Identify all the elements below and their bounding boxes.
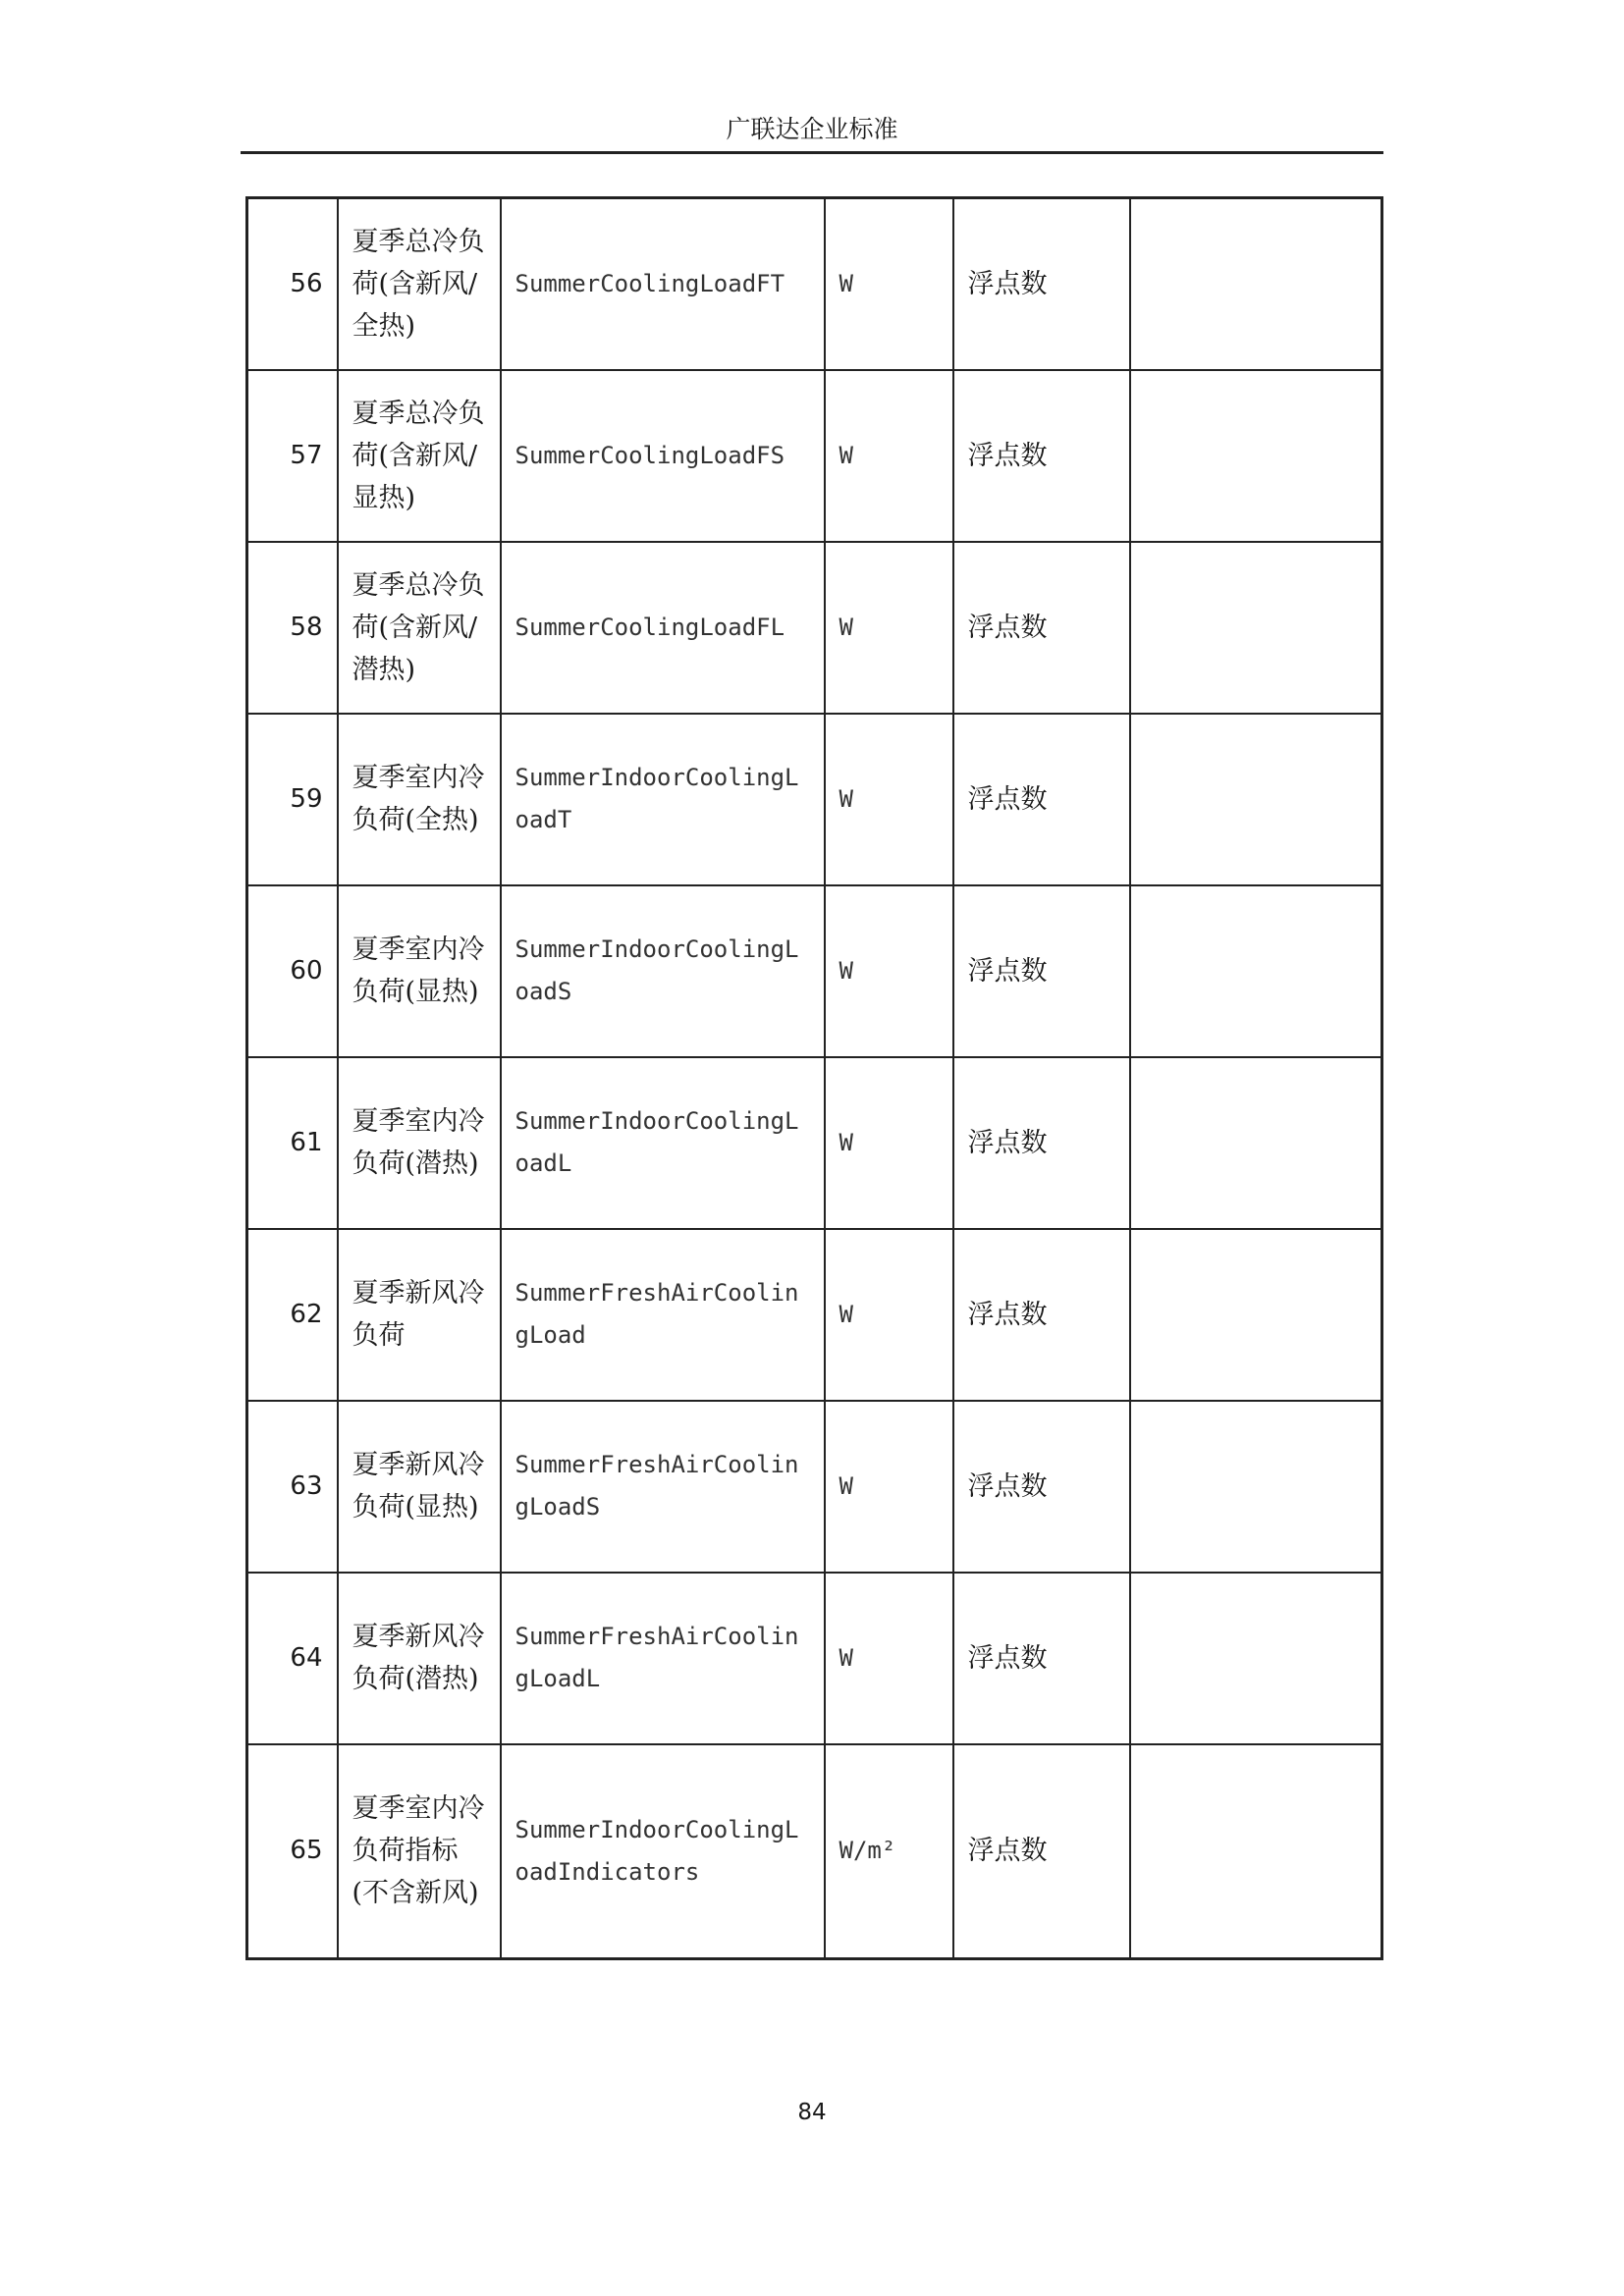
unit-cell: W [825, 1573, 953, 1744]
data-type-cell: 浮点数 [953, 1573, 1130, 1744]
parameter-name-cell: 夏季室内冷负荷指标(不含新风) [338, 1744, 501, 1959]
remark-cell [1130, 1057, 1382, 1229]
field-name-cell: SummerFreshAirCoolingLoadS [501, 1401, 825, 1573]
remark-cell [1130, 1573, 1382, 1744]
parameter-name-cell: 夏季室内冷负荷(潜热) [338, 1057, 501, 1229]
row-number-cell: 60 [247, 885, 338, 1057]
data-type-cell: 浮点数 [953, 370, 1130, 542]
field-name-cell: SummerCoolingLoadFT [501, 198, 825, 370]
data-type-cell: 浮点数 [953, 1229, 1130, 1401]
parameter-name-cell: 夏季总冷负荷(含新风/显热) [338, 370, 501, 542]
table-row [247, 1744, 1382, 1959]
unit-cell: W [825, 1229, 953, 1401]
row-number-cell: 59 [247, 714, 338, 885]
parameter-table [245, 196, 1383, 1960]
remark-cell [1130, 1744, 1382, 1959]
parameter-name-cell: 夏季室内冷负荷(全热) [338, 714, 501, 885]
data-type-cell: 浮点数 [953, 1401, 1130, 1573]
unit-cell: W [825, 370, 953, 542]
field-name-cell: SummerIndoorCoolingLoadL [501, 1057, 825, 1229]
unit-cell: W [825, 714, 953, 885]
table-row [247, 714, 1382, 885]
header-divider [241, 151, 1383, 154]
parameter-table-body [247, 198, 1382, 1959]
data-type-cell: 浮点数 [953, 885, 1130, 1057]
row-number-cell: 65 [247, 1744, 338, 1959]
table-row [247, 1573, 1382, 1744]
data-type-cell: 浮点数 [953, 1744, 1130, 1959]
unit-cell: W [825, 542, 953, 714]
field-name-cell: SummerIndoorCoolingLoadT [501, 714, 825, 885]
unit-cell: W/m² [825, 1744, 953, 1959]
remark-cell [1130, 714, 1382, 885]
field-name-cell: SummerCoolingLoadFS [501, 370, 825, 542]
remark-cell [1130, 198, 1382, 370]
parameter-name-cell: 夏季总冷负荷(含新风/潜热) [338, 542, 501, 714]
data-type-cell: 浮点数 [953, 542, 1130, 714]
table-row [247, 885, 1382, 1057]
parameter-name-cell: 夏季总冷负荷(含新风/全热) [338, 198, 501, 370]
unit-cell: W [825, 885, 953, 1057]
row-number-cell: 64 [247, 1573, 338, 1744]
field-name-cell: SummerCoolingLoadFL [501, 542, 825, 714]
table-row [247, 198, 1382, 370]
row-number-cell: 63 [247, 1401, 338, 1573]
table-row [247, 1057, 1382, 1229]
remark-cell [1130, 885, 1382, 1057]
parameter-name-cell: 夏季新风冷负荷(显热) [338, 1401, 501, 1573]
unit-cell: W [825, 1057, 953, 1229]
table-row [247, 1229, 1382, 1401]
unit-cell: W [825, 198, 953, 370]
field-name-cell: SummerFreshAirCoolingLoad [501, 1229, 825, 1401]
table-row [247, 370, 1382, 542]
parameter-name-cell: 夏季新风冷负荷(潜热) [338, 1573, 501, 1744]
row-number-cell: 58 [247, 542, 338, 714]
page-number: 84 [797, 2100, 827, 2125]
parameter-name-cell: 夏季室内冷负荷(显热) [338, 885, 501, 1057]
data-type-cell: 浮点数 [953, 1057, 1130, 1229]
remark-cell [1130, 542, 1382, 714]
table-row [247, 1401, 1382, 1573]
field-name-cell: SummerIndoorCoolingLoadIndicators [501, 1744, 825, 1959]
remark-cell [1130, 370, 1382, 542]
data-type-cell: 浮点数 [953, 198, 1130, 370]
data-type-cell: 浮点数 [953, 714, 1130, 885]
field-name-cell: SummerFreshAirCoolingLoadL [501, 1573, 825, 1744]
row-number-cell: 61 [247, 1057, 338, 1229]
remark-cell [1130, 1229, 1382, 1401]
row-number-cell: 56 [247, 198, 338, 370]
unit-cell: W [825, 1401, 953, 1573]
row-number-cell: 62 [247, 1229, 338, 1401]
table-row [247, 542, 1382, 714]
parameter-table-container [245, 196, 1380, 1960]
page-header-title: 广联达企业标准 [726, 115, 898, 143]
parameter-name-cell: 夏季新风冷负荷 [338, 1229, 501, 1401]
row-number-cell: 57 [247, 370, 338, 542]
remark-cell [1130, 1401, 1382, 1573]
field-name-cell: SummerIndoorCoolingLoadS [501, 885, 825, 1057]
